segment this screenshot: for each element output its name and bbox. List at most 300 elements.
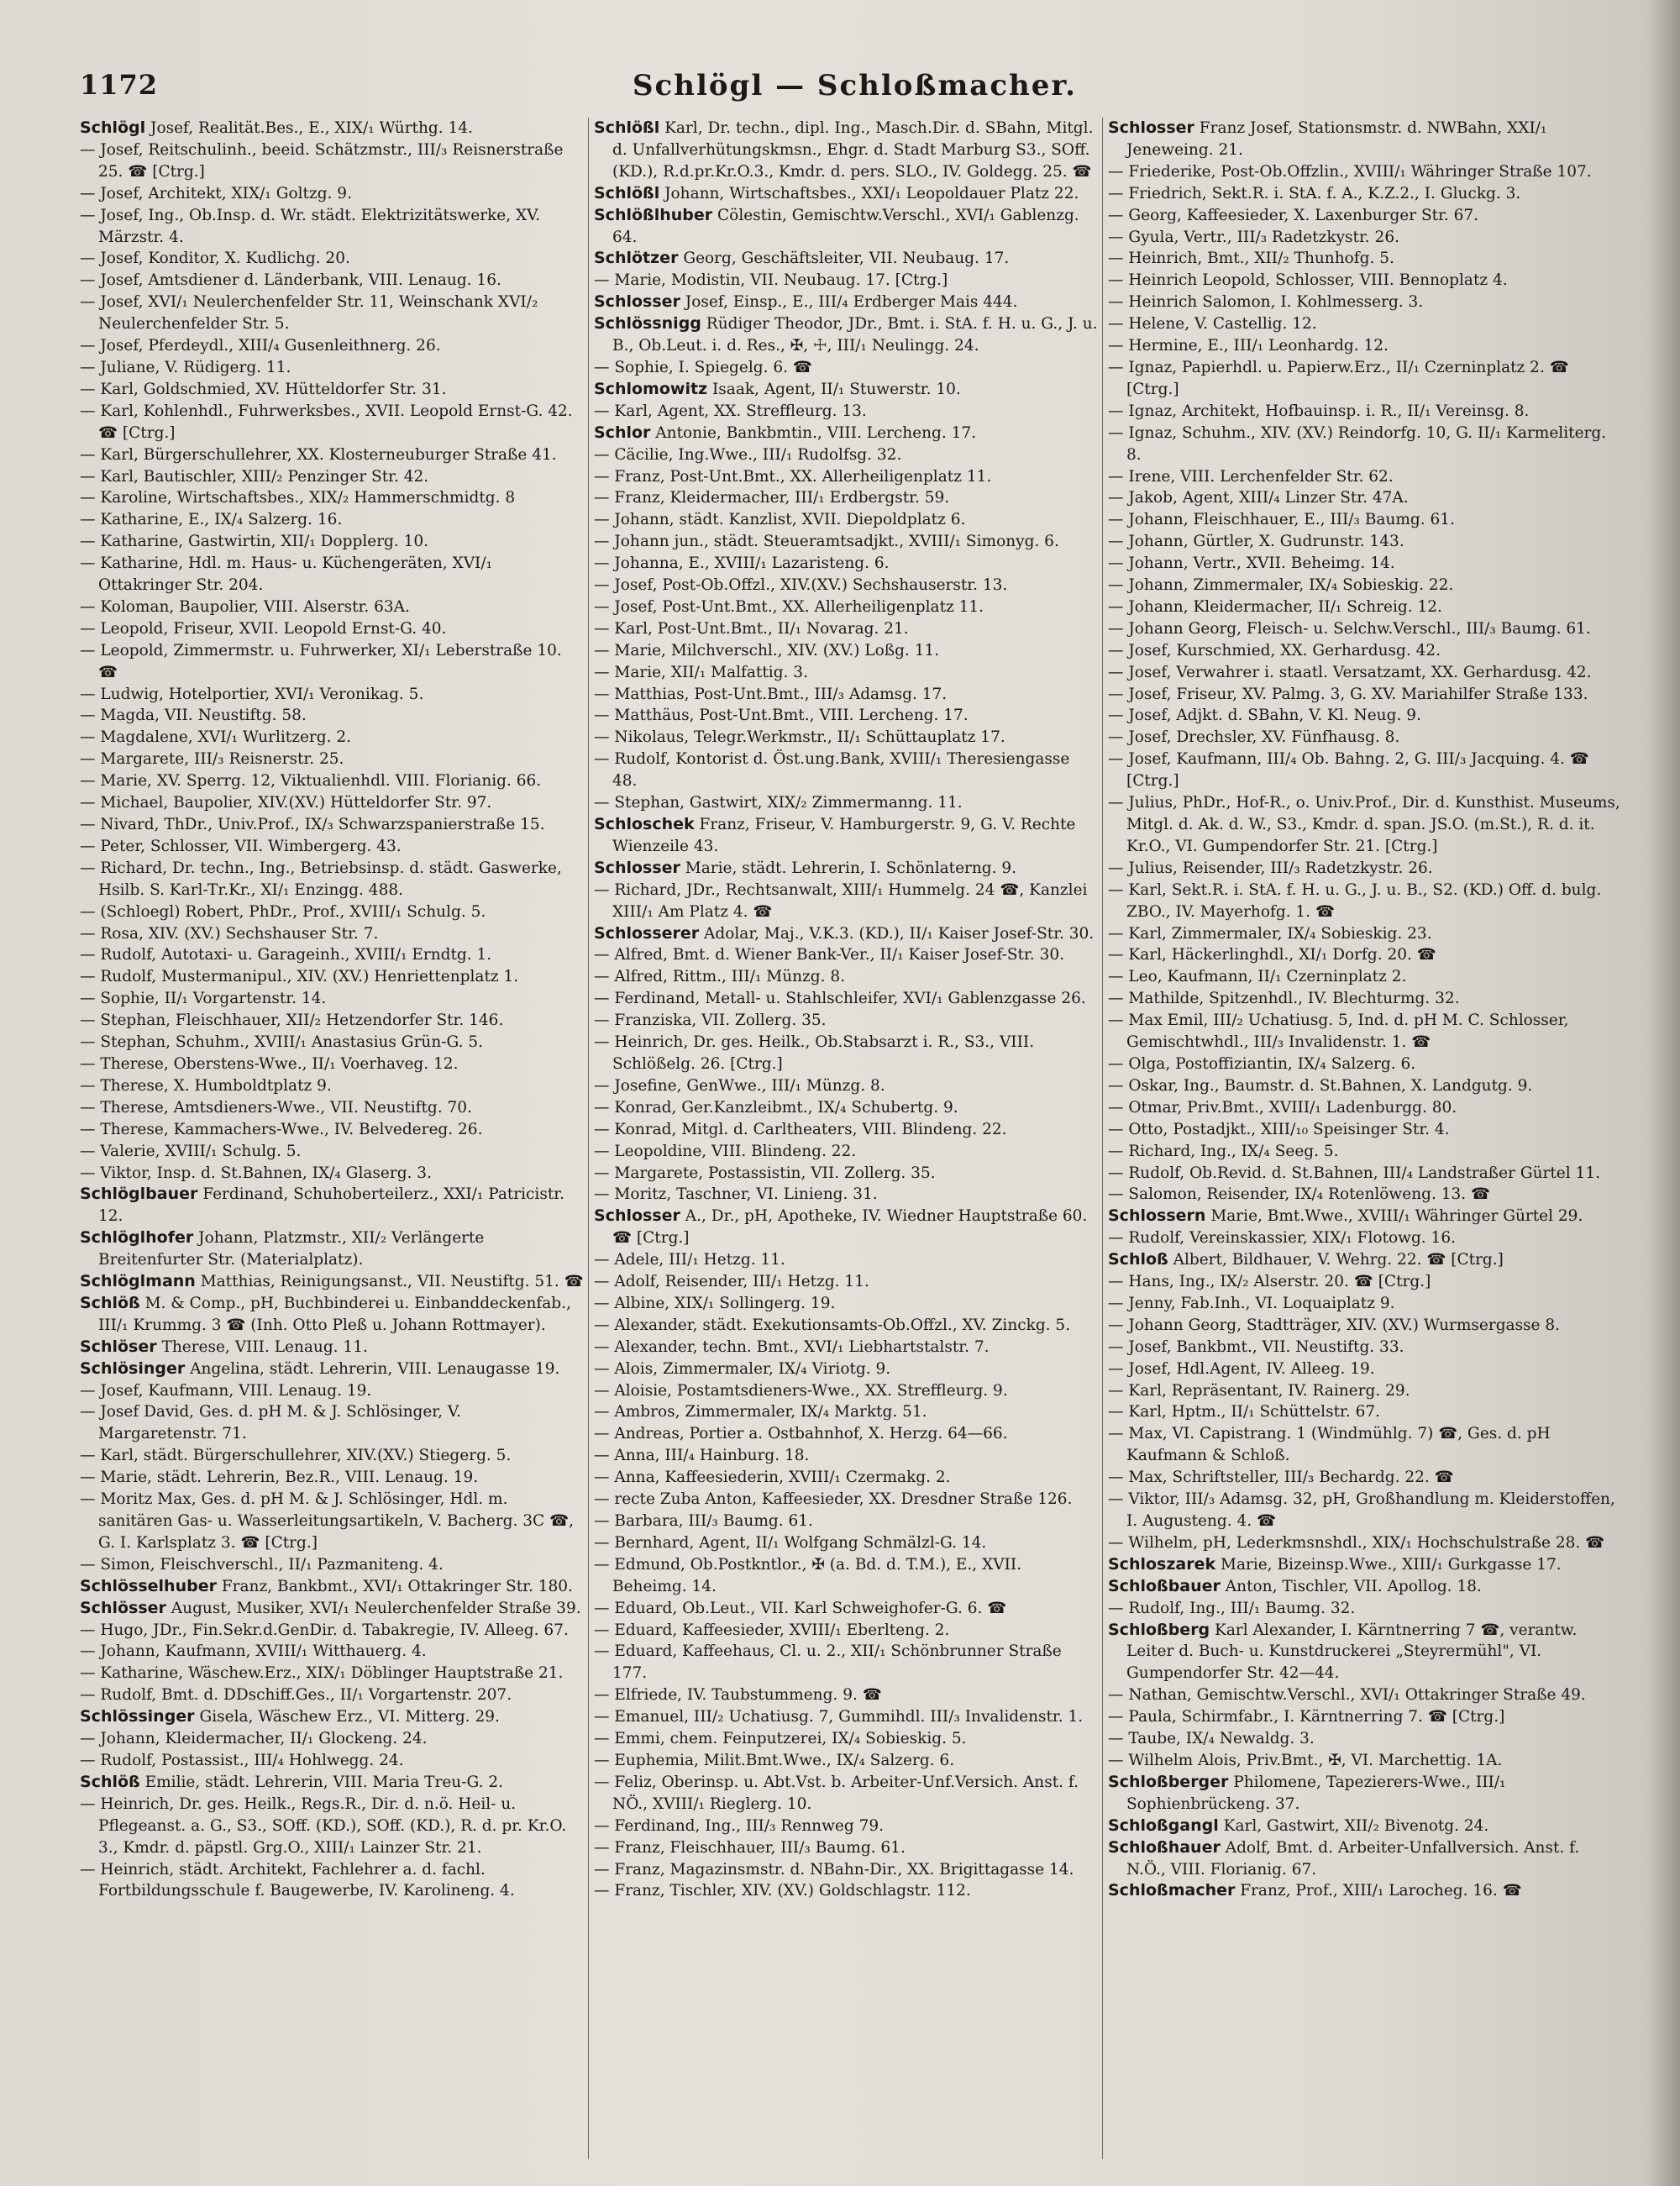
column-1 <box>80 118 584 2168</box>
directory-entry <box>594 357 1098 379</box>
directory-entry <box>80 1163 584 1185</box>
entry-text: — Heinrich Leopold, Schlosser, VIII. Bennoplatz 4. <box>1108 271 1508 290</box>
entry-text: — Viktor, Insp. d. St.Bahnen, IX/₄ Glaserg. 3. <box>80 1164 432 1182</box>
entry-surname: Schlösselhuber <box>80 1576 217 1595</box>
entry-text: — Stephan, Fleischhauer, XII/₂ Hetzendorfer Str. 146. <box>80 1012 504 1030</box>
directory-entry <box>594 1271 1098 1293</box>
entry-text: — Otmar, Priv.Bmt., XVIII/₁ Ladenburgg. 80. <box>1108 1098 1457 1117</box>
directory-entry <box>80 1293 584 1337</box>
directory-entry <box>80 966 584 988</box>
entry-text: Albert, Bildhauer, V. Wehrg. 22. ☎ [Ctrg.] <box>1168 1251 1504 1269</box>
directory-entry <box>1108 988 1622 1010</box>
entry-text: — Rudolf, Vereinskassier, XIX/₁ Flotowg. 16. <box>1108 1229 1456 1248</box>
entry-surname: Schloszarek <box>1108 1554 1216 1574</box>
entry-text: — Richard, Ing., IX/₄ Seeg. 5. <box>1108 1142 1339 1160</box>
entry-text: — Johann, Gürtler, X. Gudrunstr. 143. <box>1108 533 1404 551</box>
entry-text: — Josef, Kurschmied, XX. Gerhardusg. 42. <box>1108 641 1441 659</box>
entry-text: — Andreas, Portier a. Ostbahnhof, X. Herzg. 64—66. <box>594 1425 1008 1443</box>
entry-text: Johann, Wirtschaftsbes., XXI/₁ Leopoldauer Platz 22. <box>659 184 1079 202</box>
entry-text: — Katharine, Gastwirtin, XII/₁ Dopplerg. 10. <box>80 533 429 551</box>
directory-entry <box>594 423 1098 444</box>
entry-text: — Josefine, GenWwe., III/₁ Münzg. 8. <box>594 1076 885 1095</box>
directory-entry <box>594 966 1098 988</box>
directory-entry <box>594 205 1098 249</box>
directory-entry <box>80 1141 584 1163</box>
entry-surname: Schlöglhofer <box>80 1228 194 1248</box>
entry-surname: Schloßgangl <box>1108 1816 1219 1835</box>
directory-entry <box>594 270 1098 292</box>
entry-text: — Irene, VIII. Lerchenfelder Str. 62. <box>1108 467 1394 486</box>
entry-text: Cölestin, Gemischtw.Verschl., XVI/₁ Gablenzg. 64. <box>612 206 1079 246</box>
directory-entry <box>1108 1271 1622 1293</box>
entry-text: — Ludwig, Hotelportier, XVI/₁ Veronikag. 5. <box>80 685 424 703</box>
entry-surname: Schloßmacher <box>1108 1881 1236 1900</box>
directory-entry <box>80 205 584 249</box>
directory-entry <box>1108 313 1622 335</box>
directory-entry <box>80 1119 584 1141</box>
directory-entry <box>80 357 584 379</box>
entry-text: — Josef, Verwahrer i. staatl. Versatzamt, XX. Gerhardusg. 42. <box>1108 663 1592 681</box>
entry-text: — Nikolaus, Telegr.Werkmstr., II/₁ Schüttauplatz 17. <box>594 728 1005 747</box>
directory-entry <box>1108 880 1622 923</box>
directory-entry <box>594 1620 1098 1642</box>
entry-text: Karl, Dr. techn., dipl. Ing., Masch.Dir. d. SBahn, Mitgl. d. Unfallverhütungskmsn., Ehgr. d. Stadt Marburg S3., SOff.(KD.), R.d.pr.Kr.O.3., Kmdr. d. pers. SLO., IV. Goldegg. 25. ☎ <box>612 119 1094 181</box>
entry-text: — recte Zuba Anton, Kaffeesieder, XX. Dresdner Straße 126. <box>594 1490 1073 1509</box>
directory-entry <box>1108 292 1622 313</box>
entry-text: — Leopoldine, VIII. Blindeng. 22. <box>594 1142 857 1160</box>
entry-text: — Karl, Agent, XX. Streffleurg. 13. <box>594 402 867 420</box>
entry-text: — Karl, Kohlenhdl., Fuhrwerksbes., XVII. Leopold Ernst-G. 42. ☎ [Ctrg.] <box>80 402 573 442</box>
entry-text: — Richard, Dr. techn., Ing., Betriebsinsp. d. städt. Gaswerke, Hsilb. S. Karl-Tr.Kr., XI/₁ Enzingg. 488. <box>80 859 562 899</box>
entry-text: — Aloisie, Postamtsdieners-Wwe., XX. Streffleurg. 9. <box>594 1381 1008 1400</box>
entry-surname: Schloßberger <box>1108 1772 1229 1791</box>
directory-entry <box>1108 357 1622 401</box>
directory-entry <box>80 553 584 596</box>
entry-text: — Johann, städt. Kanzlist, XVII. Diepoldplatz 6. <box>594 511 966 529</box>
entry-text: — Oskar, Ing., Baumstr. d. St.Bahnen, X. Landgutg. 9. <box>1108 1076 1533 1095</box>
directory-entry <box>594 618 1098 640</box>
directory-entry <box>1108 1380 1622 1402</box>
directory-entry <box>1108 1075 1622 1097</box>
directory-entry <box>1108 792 1622 858</box>
directory-entry <box>594 313 1098 357</box>
directory-entry <box>594 684 1098 706</box>
directory-entry <box>594 705 1098 727</box>
running-head: Schlögl — Schloßmacher. <box>632 69 1078 102</box>
directory-entry <box>594 1554 1098 1598</box>
directory-entry <box>1108 118 1622 161</box>
directory-entry <box>594 640 1098 662</box>
entry-text: — Josef, Architekt, XIX/₁ Goltzg. 9. <box>80 184 352 202</box>
entry-surname: Schlößl <box>594 118 660 137</box>
entry-text: — Leopold, Friseur, XVII. Leopold Ernst-G. 40. <box>80 619 447 638</box>
directory-entry <box>1108 1816 1622 1837</box>
directory-entry <box>1108 1141 1622 1163</box>
page-header <box>80 69 1630 111</box>
page-number: 1172 <box>80 69 159 101</box>
directory-entry <box>1108 1337 1622 1358</box>
directory-entry <box>1108 1097 1622 1119</box>
entry-surname: Schloßhauer <box>1108 1837 1221 1857</box>
directory-entry <box>80 1401 584 1445</box>
entry-text: — Johann, Zimmermaler, IX/₄ Sobieskig. 22. <box>1108 576 1454 595</box>
entry-text: — Marie, XV. Sperrg. 12, Viktualienhdl. VIII. Florianig. 66. <box>80 772 542 791</box>
entry-text: — Franz, Magazinsmstr. d. NBahn-Dir., XX. Brigittagasse 14. <box>594 1860 1074 1879</box>
entry-text: — Alfred, Rittm., III/₁ Münzg. 8. <box>594 968 846 986</box>
directory-entry <box>594 1532 1098 1554</box>
entry-text: — Johann, Kaufmann, XVIII/₁ Witthauerg. 4. <box>80 1642 427 1661</box>
directory-entry <box>1108 531 1622 553</box>
entry-text: — Franz, Kleidermacher, III/₁ Erdbergstr. 59. <box>594 489 950 507</box>
entry-surname: Schlösser <box>80 1598 166 1617</box>
directory-entry <box>80 1075 584 1097</box>
directory-entry <box>80 1467 584 1489</box>
entry-text: — Olga, Postoffiziantin, IX/₄ Salzerg. 6. <box>1108 1054 1416 1073</box>
directory-entry <box>594 1184 1098 1206</box>
entry-text: — Euphemia, Milit.Bmt.Wwe., IX/₄ Salzerg. 6. <box>594 1751 955 1769</box>
directory-entry <box>1108 401 1622 423</box>
entry-text: — Johann Georg, Fleisch- u. Selchw.Verschl., III/₃ Baumg. 61. <box>1108 619 1591 638</box>
directory-entry <box>80 1859 584 1903</box>
entry-text: — Elfriede, IV. Taubstummeng. 9. ☎ <box>594 1686 882 1705</box>
entry-text: — Eduard, Ob.Leut., VII. Karl Schweighofer-G. 6. ☎ <box>594 1599 1007 1617</box>
directory-entry <box>594 444 1098 466</box>
directory-entry <box>80 1576 584 1598</box>
entry-text: — Sophie, II/₁ Vorgartenstr. 14. <box>80 990 327 1008</box>
entry-text: Karl, Gastwirt, XII/₂ Bivenotg. 24. <box>1218 1816 1489 1835</box>
entry-text: Isaak, Agent, II/₁ Stuwerstr. 10. <box>707 380 961 398</box>
entry-text: — Simon, Fleischverschl., II/₁ Pazmaniteng. 4. <box>80 1555 444 1574</box>
directory-entry <box>594 1032 1098 1075</box>
entry-text: — Anna, III/₄ Hainburg. 18. <box>594 1447 810 1465</box>
entry-text: — Josef, Kaufmann, VIII. Lenaug. 19. <box>80 1381 372 1400</box>
directory-entry <box>594 1445 1098 1467</box>
directory-entry <box>80 1772 584 1794</box>
directory-entry <box>1108 1706 1622 1728</box>
entry-text: — Hugo, JDr., Fin.Sekr.d.GenDir. d. Tabakregie, IV. Alleeg. 67. <box>80 1621 569 1639</box>
directory-entry <box>80 814 584 836</box>
directory-entry <box>1108 553 1622 575</box>
directory-entry <box>80 1684 584 1706</box>
directory-entry <box>594 1684 1098 1706</box>
directory-entry <box>594 1358 1098 1380</box>
directory-entry <box>594 379 1098 401</box>
entry-text: — Gyula, Vertr., III/₃ Radetzkystr. 26. <box>1108 228 1399 246</box>
entry-text: — Johann jun., städt. Steueramtsadjkt., XVIII/₁ Simonyg. 6. <box>594 533 1059 551</box>
directory-entry <box>594 1772 1098 1816</box>
entry-text: — Moritz, Taschner, VI. Linieng. 31. <box>594 1185 878 1204</box>
entry-surname: Schlösinger <box>80 1358 186 1378</box>
entry-text: — Karoline, Wirtschaftsbes., XIX/₂ Hammerschmidtg. 8 <box>80 489 516 507</box>
entry-text: — Josef, Konditor, X. Kudlichg. 20. <box>80 250 350 268</box>
entry-text: — Rudolf, Kontorist d. Öst.ung.Bank, XVIII/₁ Theresiengasse 48. <box>594 750 1070 791</box>
directory-entry <box>1108 1119 1622 1141</box>
directory-entry <box>80 770 584 792</box>
entry-text: — Franziska, VII. Zollerg. 35. <box>594 1012 827 1030</box>
directory-entry <box>80 1750 584 1772</box>
entry-text: — Katharine, E., IX/₄ Salzerg. 16. <box>80 511 343 529</box>
entry-text: Georg, Geschäftsleiter, VII. Neubaug. 17. <box>678 250 1010 268</box>
directory-entry <box>80 1620 584 1642</box>
directory-entry <box>80 923 584 945</box>
directory-entry <box>594 401 1098 423</box>
directory-entry <box>80 792 584 814</box>
entry-text: — Josef, Pferdeydl., XIII/₄ Gusenleithnerg. 26. <box>80 337 441 355</box>
entry-text: — Franz, Tischler, XIV. (XV.) Goldschlagstr. 112. <box>594 1882 971 1900</box>
directory-columns <box>80 118 1630 2168</box>
directory-entry <box>80 1271 584 1293</box>
entry-text: — Viktor, III/₃ Adamsg. 32, pH, Großhandlung m. Kleiderstoffen, I. Augusteng. 4. ☎ <box>1108 1490 1615 1530</box>
entry-text: — Friederike, Post-Ob.Offzlin., XVIII/₁ Währinger Straße 107. <box>1108 162 1592 181</box>
directory-entry <box>80 1728 584 1750</box>
directory-entry <box>594 1141 1098 1163</box>
entry-text: — Max, Schriftsteller, III/₃ Bechardg. 22. ☎ <box>1108 1469 1454 1487</box>
directory-entry <box>1108 1554 1622 1576</box>
entry-text: — Karl, Bürgerschullehrer, XX. Klosterneuburger Straße 41. <box>80 445 557 464</box>
entry-text: — Rudolf, Bmt. d. DDschiff.Ges., II/₁ Vorgartenstr. 207. <box>80 1686 512 1705</box>
directory-entry <box>594 814 1098 858</box>
directory-entry <box>594 1859 1098 1881</box>
directory-entry <box>594 248 1098 270</box>
directory-entry <box>594 183 1098 205</box>
entry-surname: Schlossern <box>1108 1206 1206 1226</box>
entry-text: — Josef, Post-Ob.Offzl., XIV.(XV.) Sechshauserstr. 13. <box>594 576 1008 595</box>
entry-text: — Hans, Ing., IX/₂ Alserstr. 20. ☎ [Ctrg.] <box>1108 1273 1431 1291</box>
entry-text: — Taube, IX/₄ Newaldg. 3. <box>1108 1730 1315 1748</box>
entry-text: — Max, VI. Capistrang. 1 (Windmühlg. 7) ☎, Ges. d. pH Kaufmann & Schloß. <box>1108 1425 1551 1465</box>
entry-text: Johann, Platzmstr., XII/₂ Verlängerte Breitenfurter Str. (Materialplatz). <box>98 1229 485 1269</box>
directory-entry <box>1108 248 1622 270</box>
directory-entry <box>80 1380 584 1402</box>
entry-text: — Heinrich, Dr. ges. Heilk., Ob.Stabsarzt i. R., S3., VIII. Schlößelg. 26. [Ctrg.] <box>594 1033 1035 1073</box>
entry-surname: Schlosserer <box>594 923 700 943</box>
directory-entry <box>80 1184 584 1227</box>
entry-text: — Marie, Modistin, VII. Neubaug. 17. [Ctrg.] <box>594 271 948 290</box>
directory-entry <box>80 1227 584 1271</box>
entry-text: A., Dr., pH, Apotheke, IV. Wiedner Hauptstraße 60. ☎ [Ctrg.] <box>612 1207 1088 1248</box>
directory-entry <box>594 531 1098 553</box>
directory-entry <box>1108 1293 1622 1315</box>
entry-text: — Marie, XII/₁ Malfattig. 3. <box>594 663 808 681</box>
directory-entry <box>1108 966 1622 988</box>
directory-entry <box>1108 335 1622 357</box>
directory-entry <box>1108 1401 1622 1423</box>
directory-entry <box>80 487 584 509</box>
entry-surname: Schlößlhuber <box>594 205 713 224</box>
entry-text: — Ferdinand, Ing., III/₃ Rennweg 79. <box>594 1816 885 1835</box>
directory-entry <box>80 1054 584 1075</box>
directory-entry <box>594 1467 1098 1489</box>
column-3 <box>1108 118 1622 2168</box>
entry-text: — Peter, Schlosser, VII. Wimbergerg. 43. <box>80 837 402 855</box>
entry-text: — Josef, Post-Unt.Bmt., XX. Allerheiligenplatz 11. <box>594 597 984 616</box>
entry-text: — Koloman, Baupolier, VIII. Alserstr. 63A. <box>80 597 410 616</box>
entry-text: — Johann, Fleischhauer, E., III/₃ Baumg. 61. <box>1108 511 1455 529</box>
directory-entry <box>594 1750 1098 1772</box>
entry-text: — Josef, Ing., Ob.Insp. d. Wr. städt. Elektrizitätswerke, XV. Märzstr. 4. <box>80 206 541 246</box>
directory-entry <box>594 1837 1098 1859</box>
directory-entry <box>594 1163 1098 1185</box>
entry-text: Antonie, Bankbmtin., VIII. Lercheng. 17. <box>650 423 977 442</box>
directory-entry <box>594 487 1098 509</box>
entry-text: — Matthias, Post-Unt.Bmt., III/₃ Adamsg. 17. <box>594 685 948 703</box>
entry-text: Matthias, Reinigungsanst., VII. Neustiftg. 51. ☎ <box>195 1273 584 1291</box>
entry-text: — Jakob, Agent, XIII/₄ Linzer Str. 47A. <box>1108 489 1409 507</box>
directory-entry <box>80 1641 584 1663</box>
directory-entry <box>594 1010 1098 1032</box>
entry-text: Karl Alexander, I. Kärntnerring 7 ☎, verantw. Leiter d. Buch- u. Kunstdruckerei „Steyrermühl", VI. Gumpendorfer Str. 42—44. <box>1126 1621 1578 1683</box>
entry-surname: Schlor <box>594 423 651 442</box>
directory-entry <box>594 596 1098 618</box>
entry-text: — Therese, Oberstens-Wwe., II/₁ Voerhaveg. 12. <box>80 1054 459 1073</box>
entry-text: — Adele, III/₁ Hetzg. 11. <box>594 1251 785 1269</box>
entry-surname: Schlößl <box>594 183 660 202</box>
directory-entry <box>594 575 1098 596</box>
entry-text: — Karl, Hptm., II/₁ Schüttelstr. 67. <box>1108 1403 1381 1421</box>
directory-entry <box>1108 944 1622 966</box>
entry-surname: Schlögl <box>80 118 146 137</box>
directory-entry <box>80 1010 584 1032</box>
column-divider <box>588 118 589 2159</box>
entry-text: Rüdiger Theodor, JDr., Bmt. i. StA. f. H. u. G., J. u. B., Ob.Leut. i. d. Res., ✠, ☩, III/₁ Neulingg. 24. <box>612 315 1098 355</box>
directory-entry <box>80 401 584 444</box>
entry-text: — Moritz Max, Ges. d. pH M. & J. Schlösinger, Hdl. m. sanitären Gas- u. Wasserleitungsartikeln, V. Bacherg. 3C ☎, G. I. Karlsplatz 3. ☎ [Ctrg.] <box>80 1490 575 1552</box>
directory-entry <box>594 1511 1098 1532</box>
entry-text: — Heinrich, städt. Architekt, Fachlehrer a. d. fachl. Fortbildungsschule f. Baugewerbe, IV. Karolineng. 4. <box>80 1860 515 1900</box>
directory-entry <box>594 1489 1098 1511</box>
directory-entry <box>80 705 584 727</box>
entry-text: — Rudolf, Autotaxi- u. Garageinh., XVIII/₁ Erndtg. 1. <box>80 946 492 964</box>
directory-entry <box>594 1401 1098 1423</box>
directory-entry <box>1108 923 1622 945</box>
directory-entry <box>594 858 1098 880</box>
column-divider <box>1102 118 1103 2159</box>
directory-entry <box>1108 684 1622 706</box>
directory-entry <box>1108 205 1622 227</box>
entry-text: — Paula, Schirmfabr., I. Kärntnerring 7. ☎ [Ctrg.] <box>1108 1708 1505 1726</box>
entry-text: Therese, VIII. Lenaug. 11. <box>156 1337 368 1356</box>
entry-text: — Josef, XVI/₁ Neulerchenfelder Str. 11, Weinschank XVI/₂ Neulerchenfelder Str. 5. <box>80 293 538 334</box>
entry-text: — Friedrich, Sekt.R. i. StA. f. A., K.Z.2., I. Gluckg. 3. <box>1108 184 1521 202</box>
directory-entry <box>80 1663 584 1684</box>
directory-entry <box>80 596 584 618</box>
entry-text: — Josef, Adjkt. d. SBahn, V. Kl. Neug. 9. <box>1108 707 1421 725</box>
entry-text: — Alexander, techn. Bmt., XVI/₁ Liebhartstalstr. 7. <box>594 1337 990 1356</box>
directory-entry <box>594 1249 1098 1271</box>
entry-text: — Therese, Kammachers-Wwe., IV. Belvedereg. 26. <box>80 1120 483 1138</box>
directory-entry <box>594 509 1098 531</box>
directory-entry <box>594 118 1098 183</box>
directory-entry <box>80 749 584 770</box>
entry-text: Marie, Bmt.Wwe., XVIII/₁ Währinger Gürtel 29. <box>1205 1207 1583 1226</box>
entry-text: — Johann, Kleidermacher, II/₁ Glockeng. 24. <box>80 1730 428 1748</box>
directory-entry <box>594 923 1098 945</box>
entry-text: — Emanuel, III/₂ Uchatiusg. 7, Gummihdl. III/₃ Invalidenstr. 1. <box>594 1708 1084 1726</box>
entry-text: — Rudolf, Mustermanipul., XIV. (XV.) Henriettenplatz 1. <box>80 968 519 986</box>
entry-text: — Ignaz, Schuhm., XIV. (XV.) Reindorfg. 10, G. II/₁ Karmeliterg. 8. <box>1108 423 1607 464</box>
entry-text: Philomene, Tapezierers-Wwe., III/₁ Sophienbrückeng. 37. <box>1126 1773 1506 1813</box>
entry-text: — Emmi, chem. Feinputzerei, IX/₄ Sobieskig. 5. <box>594 1730 967 1748</box>
directory-entry <box>1108 1206 1622 1227</box>
directory-entry <box>80 1337 584 1358</box>
directory-entry <box>1108 466 1622 488</box>
directory-entry <box>1108 618 1622 640</box>
entry-text: — Josef David, Ges. d. pH M. & J. Schlösinger, V. Margaretenstr. 71. <box>80 1403 461 1443</box>
directory-entry <box>80 618 584 640</box>
directory-entry <box>1108 705 1622 727</box>
entry-text: — Rudolf, Postassist., III/₄ Hohlwegg. 24. <box>80 1751 404 1769</box>
entry-text: — Ferdinand, Metall- u. Stahlschleifer, XVI/₁ Gablenzgasse 26. <box>594 990 1086 1008</box>
entry-surname: Schlosser <box>594 858 680 877</box>
directory-entry <box>594 880 1098 923</box>
entry-text: Marie, städt. Lehrerin, I. Schönlaterng. 9. <box>680 859 1017 877</box>
directory-entry <box>1108 227 1622 249</box>
entry-text: — Georg, Kaffeesieder, X. Laxenburger Str. 67. <box>1108 206 1479 224</box>
entry-text: — Katharine, Wäschew.Erz., XIX/₁ Döblinger Hauptstraße 21. <box>80 1664 564 1683</box>
directory-entry <box>1108 1227 1622 1249</box>
entry-text: Franz Josef, Stationsmstr. d. NWBahn, XXI/₁ Jeneweing. 21. <box>1126 119 1547 159</box>
entry-text: — Wilhelm Alois, Priv.Bmt., ✠, VI. Marchettig. 1A. <box>1108 1751 1503 1769</box>
directory-entry <box>594 1206 1098 1249</box>
directory-entry <box>80 248 584 270</box>
entry-text: — Sophie, I. Spiegelg. 6. ☎ <box>594 358 812 376</box>
directory-entry <box>80 1794 584 1859</box>
directory-entry <box>594 1880 1098 1902</box>
directory-entry <box>80 836 584 858</box>
entry-text: Adolar, Maj., V.K.3. (KD.), II/₁ Kaiser Josef-Str. 30. <box>699 924 1095 943</box>
directory-entry <box>594 1315 1098 1337</box>
directory-entry <box>1108 1728 1622 1750</box>
directory-entry <box>594 466 1098 488</box>
entry-text: — Marie, städt. Lehrerin, Bez.R., VIII. Lenaug. 19. <box>80 1469 479 1487</box>
entry-text: Adolf, Bmt. d. Arbeiter-Unfallversich. Anst. f. N.Ö., VIII. Florianig. 67. <box>1126 1838 1580 1879</box>
entry-text: — Karl, Repräsentant, IV. Rainerg. 29. <box>1108 1381 1410 1400</box>
entry-text: — Valerie, XVIII/₁ Schulg. 5. <box>80 1142 302 1160</box>
directory-entry <box>80 1358 584 1380</box>
directory-entry <box>80 1554 584 1576</box>
directory-entry <box>1108 1054 1622 1075</box>
entry-text: — Therese, X. Humboldtplatz 9. <box>80 1076 332 1095</box>
entry-text: — Heinrich, Dr. ges. Heilk., Regs.R., Dir. d. n.ö. Heil- u. Pflegeanst. a. G., S3., SOff. (KD.), SOff. (KD.), R. d. pr. Kr.O. 3., Kmdr. d. päpstl. Grg.O., XIII/₁ Lainzer Str. 21. <box>80 1795 567 1857</box>
entry-text: — Otto, Postadjkt., XIII/₁₀ Speisinger Str. 4. <box>1108 1120 1450 1138</box>
entry-text: — Alfred, Bmt. d. Wiener Bank-Ver., II/₁ Kaiser Josef-Str. 30. <box>594 946 1064 964</box>
directory-entry <box>594 1706 1098 1728</box>
directory-entry <box>1108 1750 1622 1772</box>
entry-text: — Hermine, E., III/₁ Leonhardg. 12. <box>1108 337 1389 355</box>
entry-text: — Johann, Kleidermacher, II/₁ Schreig. 12. <box>1108 597 1442 616</box>
entry-text: — Ignaz, Papierhdl. u. Papierw.Erz., II/₁ Czerninplatz 2. ☎ [Ctrg.] <box>1108 358 1569 398</box>
entry-surname: Schlössnigg <box>594 314 701 334</box>
directory-entry <box>1108 1249 1622 1271</box>
directory-entry <box>80 270 584 292</box>
directory-entry <box>1108 1489 1622 1532</box>
directory-entry <box>594 988 1098 1010</box>
directory-entry <box>80 640 584 684</box>
entry-text: — Josef, Friseur, XV. Palmg. 3, G. XV. Mariahilfer Straße 133. <box>1108 685 1588 703</box>
directory-entry <box>594 1337 1098 1358</box>
entry-text: — Rudolf, Ob.Revid. d. St.Bahnen, III/₄ Landstraßer Gürtel 11. <box>1108 1164 1600 1182</box>
entry-surname: Schloßberg <box>1108 1620 1210 1639</box>
entry-surname: Schlöglmann <box>80 1272 196 1291</box>
directory-entry <box>594 792 1098 814</box>
entry-text: — Richard, JDr., Rechtsanwalt, XIII/₁ Hummelg. 24 ☎, Kanzlei XIII/₁ Am Platz 4. ☎ <box>594 880 1088 921</box>
directory-entry <box>80 1489 584 1554</box>
directory-entry <box>1108 1315 1622 1337</box>
entry-text: — Karl, Bautischler, XIII/₂ Penzinger Str. 42. <box>80 467 429 486</box>
directory-entry <box>80 858 584 901</box>
directory-entry <box>1108 487 1622 509</box>
directory-entry <box>1108 423 1622 466</box>
